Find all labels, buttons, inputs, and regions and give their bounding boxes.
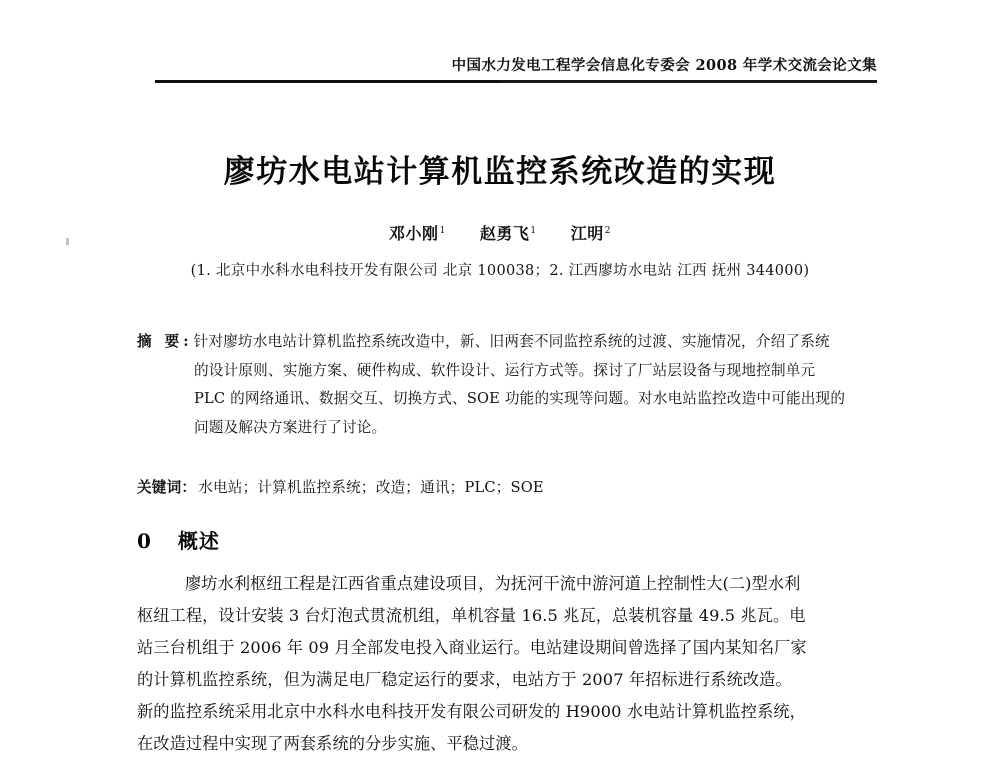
body-line: 在改造过程中实现了两套系统的分步实施、平稳过渡。 xyxy=(137,734,528,753)
header-rule-segment xyxy=(155,80,500,83)
author-name: 江明 xyxy=(570,224,604,243)
section-title: 概述 xyxy=(177,529,220,553)
author-entry xyxy=(571,224,611,243)
page-header xyxy=(155,56,877,83)
author-name: 邓小刚 xyxy=(389,224,439,243)
keywords-block xyxy=(137,476,877,500)
body-line: 新的监控系统采用北京中水科水电科技开发有限公司研发的 H9000 水电站计算机监控系统， xyxy=(137,702,806,721)
body-line: 枢纽工程，设计安装 3 台灯泡式贯流机组，单机容量 16.5 兆瓦，总装机容量 49.5 兆瓦。电 xyxy=(137,606,806,625)
running-title: 中国水力发电工程学会信息化专委会 2008 年学术交流会论文集 xyxy=(451,57,877,74)
body-line: 的计算机监控系统，但为满足电厂稳定运行的要求，电站方于 2007 年招标进行系统改造。 xyxy=(137,670,792,689)
abstract-text: 问题及解决方案进行了讨论。 xyxy=(194,418,387,436)
body-line: 站三台机组于 2006 年 09 月全部发电投入商业运行。电站建设期间曾选择了国内某知名厂家 xyxy=(137,638,807,657)
body-line: 廖坊水利枢纽工程是江西省重点建设项目，为抚河干流中游河道上控制性大(二)型水利 xyxy=(185,574,801,593)
abstract-text: PLC 的网络通讯、数据交互、切换方式、SOE 功能的实现等问题。对水电站监控改造中可能出现的 xyxy=(194,390,846,407)
author-name: 赵勇飞 xyxy=(479,224,530,243)
abstract-text: 的设计原则、实施方案、硬件构成、软件设计、运行方式等。探讨了厂站层设备与现地控制单元 xyxy=(194,361,816,379)
abstract-block xyxy=(137,328,877,442)
author-affiliation-marker: 2 xyxy=(604,225,611,236)
author-affiliations: (1. 北京中水科水电科技开发有限公司 北京 100038；2. 江西廖坊水电站 江西 抚州 344000) xyxy=(190,263,810,279)
section-heading xyxy=(137,525,220,554)
author-list xyxy=(0,221,1000,244)
page-title: 廖坊水电站计算机监控系统改造的实现 xyxy=(223,154,777,190)
author-entry xyxy=(389,224,446,243)
abstract-line xyxy=(137,357,877,386)
keywords-label: 关键词： xyxy=(137,479,197,496)
body-paragraph xyxy=(137,568,887,760)
abstract-line xyxy=(137,328,877,357)
keywords-text: 水电站；计算机监控系统；改造；通讯；PLC；SOE xyxy=(198,479,544,496)
abstract-text: 针对廖坊水电站计算机监控系统改造中，新、旧两套不同监控系统的过渡、实施情况，介绍了系统 xyxy=(193,333,830,350)
section-number: 0 xyxy=(137,529,152,553)
author-affiliation-marker: 1 xyxy=(530,225,537,236)
author-affiliation-marker: 1 xyxy=(439,225,446,236)
abstract-label: 摘 要: xyxy=(137,333,193,350)
abstract-line xyxy=(137,414,877,443)
author-entry xyxy=(480,224,537,243)
abstract-line xyxy=(137,385,877,414)
